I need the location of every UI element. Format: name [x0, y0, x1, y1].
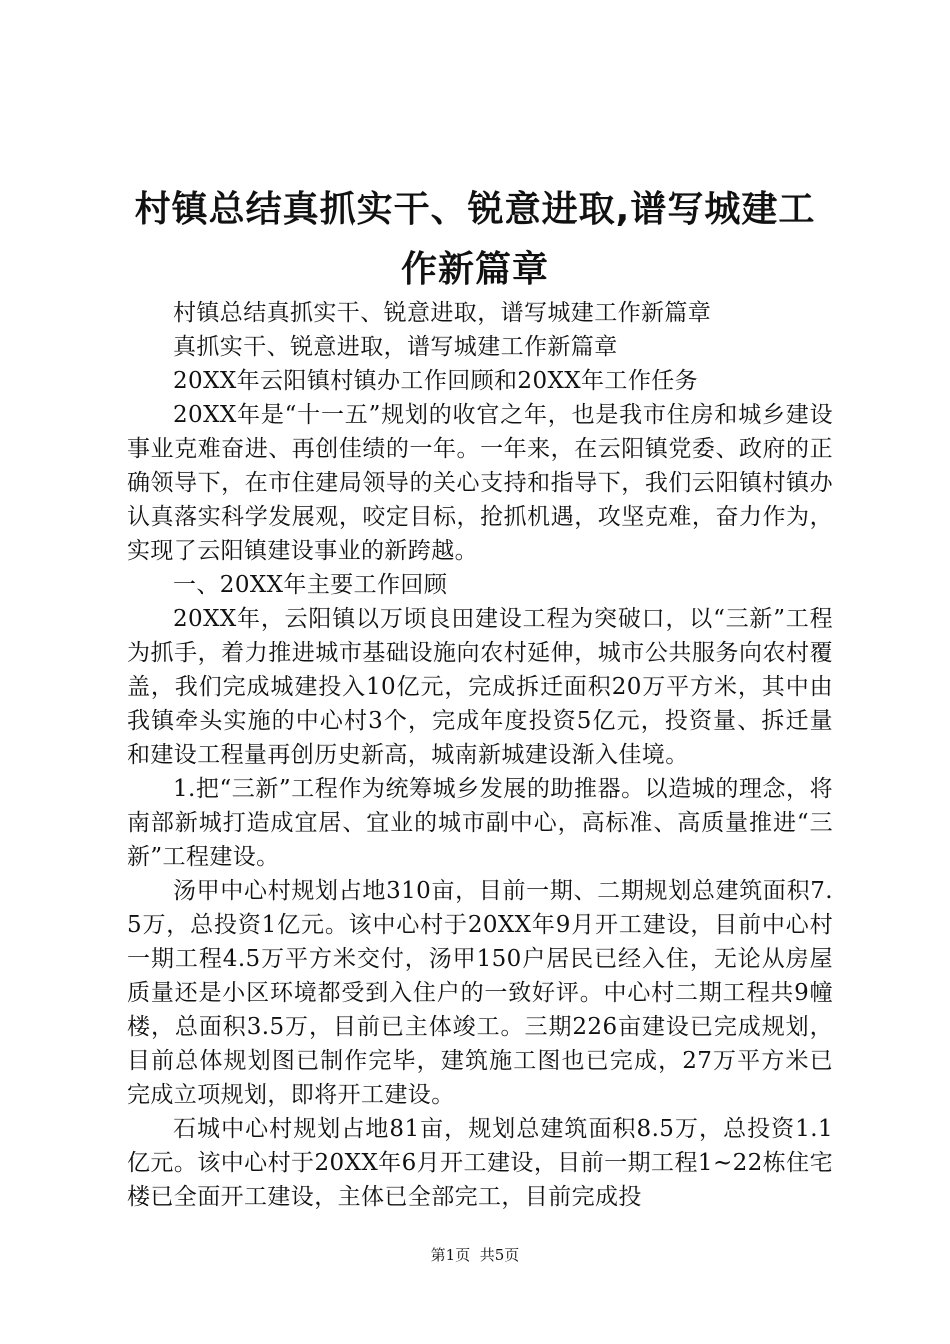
page-footer	[0, 1245, 950, 1265]
paragraph-heading-repeat: 村镇总结真抓实干、锐意进取，谱写城建工作新篇章	[173, 300, 712, 326]
paragraph-subtitle: 真抓实干、锐意进取，谱写城建工作新篇章	[173, 334, 618, 360]
paragraph-intro: 20XX年是“十一五”规划的收官之年，也是我市住房和城乡建设事业克难奋进、再创佳绩的一年。一年来，在云阳镇党委、政府的正确领导下，在市住建局领导的关心支持和指导下，我们云阳镇村镇办认真落实科学发展观，咬定目标，抢抓机遇，攻坚克难，奋力作为，实现了云阳镇建设事业的新跨越。	[127, 402, 833, 564]
document-title: 村镇总结真抓实干、锐意进取,谱写城建工作新篇章	[134, 189, 816, 290]
page-number: 第1页	[430, 1246, 471, 1264]
paragraph-item-1: 1.把“三新”工程作为统筹城乡发展的助推器。以造城的理念，将南部新城打造成宜居、宜业的城市副中心，高标准、高质量推进“三新”工程建设。	[127, 776, 833, 870]
document-body	[127, 296, 833, 1214]
paragraph-shicheng-village: 石城中心村规划占地81亩，规划总建筑面积8.5万，总投资1.1亿元。该中心村于20XX年6月开工建设，目前一期工程1~22栋住宅楼已全面开工建设，主体已全部完工，目前完成投	[127, 1116, 833, 1210]
section-heading-review: 一、20XX年主要工作回顾	[173, 572, 448, 598]
paragraph-tangjia-village: 汤甲中心村规划占地310亩，目前一期、二期规划总建筑面积7.5万，总投资1亿元。该中心村于20XX年9月开工建设，目前中心村一期工程4.5万平方米交付，汤甲150户居民已经入住，无论从房屋质量还是小区环境都受到入住户的一致好评。中心村二期工程共9幢楼，总面积3.5万，目前已主体竣工。三期226亩建设已完成规划，目前总体规划图已制作完毕，建筑施工图也已完成，27万平方米已完成立项规划，即将开工建设。	[127, 878, 833, 1108]
paragraph-overview: 20XX年，云阳镇以万顷良田建设工程为突破口，以“三新”工程为抓手，着力推进城市基础设施向农村延伸，城市公共服务向农村覆盖，我们完成城建投入10亿元，完成拆迁面积20万平方米，其中由我镇牵头实施的中心村3个，完成年度投资5亿元，投资量、拆迁量和建设工程量再创历史新高，城南新城建设渐入佳境。	[127, 606, 833, 768]
paragraph-report-title: 20XX年云阳镇村镇办工作回顾和20XX年工作任务	[173, 368, 699, 394]
page-total: 共5页	[479, 1246, 520, 1264]
